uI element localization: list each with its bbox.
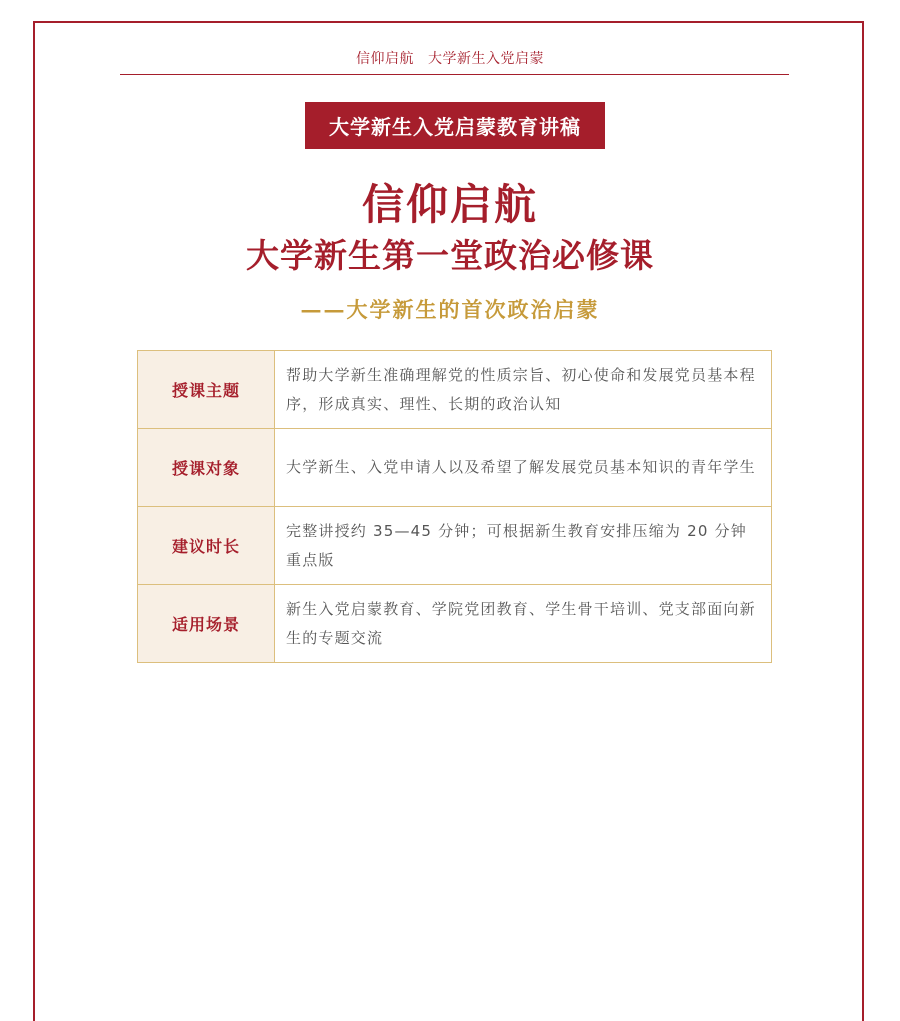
row-key: 授课主题 <box>138 351 275 429</box>
page-title: 信仰启航 <box>361 180 538 229</box>
row-value: 新生入党启蒙教育、学院党团教育、学生骨干培训、党支部面向新生的专题交流 <box>275 585 772 663</box>
row-key: 授课对象 <box>138 429 275 507</box>
table-row <box>138 585 772 663</box>
course-info-table <box>137 350 772 663</box>
running-header-left: 信仰启航 <box>356 51 414 67</box>
table-row <box>138 429 772 507</box>
page-tagline: ——大学新生的首次政治启蒙 <box>300 297 600 322</box>
row-key: 适用场景 <box>138 585 275 663</box>
row-value: 完整讲授约 35—45 分钟；可根据新生教育安排压缩为 20 分钟重点版 <box>275 507 772 585</box>
header-rule <box>120 74 789 75</box>
running-header-right: 大学新生入党启蒙 <box>428 51 544 67</box>
row-value: 大学新生、入党申请人以及希望了解发展党员基本知识的青年学生 <box>275 429 772 507</box>
running-header <box>0 48 900 68</box>
row-value: 帮助大学新生准确理解党的性质宗旨、初心使命和发展党员基本程序，形成真实、理性、长期的政治认知 <box>275 351 772 429</box>
document-label-box <box>305 102 605 149</box>
row-key: 建议时长 <box>138 507 275 585</box>
table-row <box>138 351 772 429</box>
page-subtitle: 大学新生第一堂政治必修课 <box>246 236 654 275</box>
document-label: 大学新生入党启蒙教育讲稿 <box>329 115 581 139</box>
table-row <box>138 507 772 585</box>
